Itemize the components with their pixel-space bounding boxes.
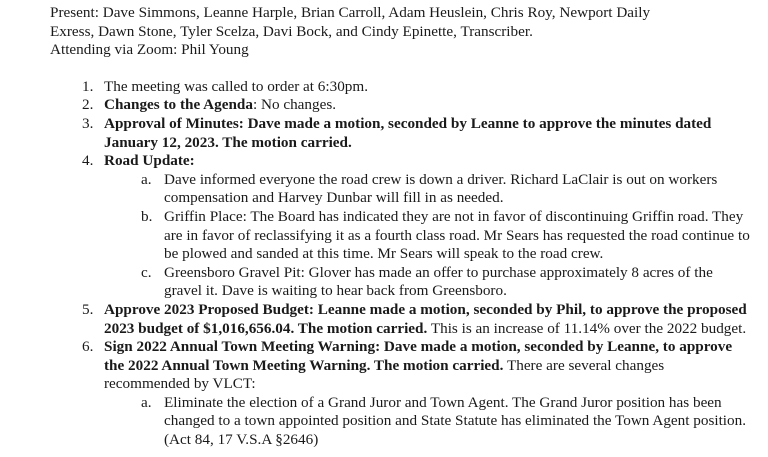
agenda-item-3 bbox=[50, 115, 750, 152]
item-heading: Approve 2023 Proposed Budget: Leanne made a motion, seconded by Phil, to approve the proposed 2023 budget of $1,016,656.04. The motion carried. bbox=[104, 300, 747, 337]
attendance-section bbox=[50, 4, 750, 60]
item-number: 1. bbox=[82, 77, 94, 95]
item-heading: Changes to the Agenda bbox=[104, 96, 253, 114]
spacer bbox=[50, 60, 750, 78]
item-heading: Sign 2022 Annual Town Meeting Warning: Dave made a motion, seconded by Leanne, to approve the 2022 Annual Town Meeting Warning. The motion carried. bbox=[104, 338, 733, 374]
sub-item-letter: a. bbox=[141, 393, 152, 411]
sub-item-text: Dave informed everyone the road crew is down a driver. Richard LaClair is out on workers compensation and Harvey Dunbar will fill in as needed. bbox=[164, 170, 718, 207]
road-update-sublist bbox=[104, 171, 750, 301]
agenda-item-2 bbox=[50, 96, 750, 115]
sub-item-c bbox=[104, 264, 750, 301]
agenda-list bbox=[50, 78, 750, 450]
item-text: There are several changes recommended by VLCT: bbox=[104, 356, 665, 393]
sub-item-letter: c. bbox=[141, 263, 152, 281]
item-text: This is an increase of 11.14% over the 2022 budget. bbox=[427, 319, 747, 337]
item-heading: Road Update: bbox=[104, 152, 195, 170]
item-number: 2. bbox=[82, 96, 94, 114]
sub-item-text: Greensboro Gravel Pit: Glover has made an offer to purchase approximately 8 acres of the gravel it. Dave is waiting to hear back from Greensboro. bbox=[164, 263, 713, 300]
sub-item-text: Eliminate the election of a Grand Juror and Town Agent. The Grand Juror position has been changed to a town appointed position and State Statute has eliminated the Town Agent position. (Act 84, 17 V.S.A §2646) bbox=[164, 393, 747, 449]
item-number: 4. bbox=[82, 152, 94, 170]
item-text: : No changes. bbox=[252, 96, 337, 114]
sub-item-letter: b. bbox=[141, 207, 153, 225]
present-line-2: Exress, Dawn Stone, Tyler Scelza, Davi Bock, and Cindy Epinette, Transcriber. bbox=[50, 22, 533, 40]
item-number: 6. bbox=[82, 338, 94, 356]
document-page bbox=[50, 4, 750, 450]
agenda-item-6 bbox=[50, 338, 750, 450]
agenda-item-4 bbox=[50, 152, 750, 301]
sub-item-a bbox=[104, 171, 750, 208]
present-line-1: Present: Dave Simmons, Leanne Harple, Brian Carroll, Adam Heuslein, Chris Roy, Newport Daily bbox=[50, 4, 651, 21]
item-number: 5. bbox=[82, 300, 94, 318]
agenda-item-1 bbox=[50, 78, 750, 97]
item-heading: Approval of Minutes: Dave made a motion, seconded by Leanne to approve the minutes dated January 12, 2023. The motion carried. bbox=[104, 114, 712, 151]
zoom-attendance: Attending via Zoom: Phil Young bbox=[50, 41, 249, 59]
sub-item-b bbox=[104, 208, 750, 264]
item-text: The meeting was called to order at 6:30pm. bbox=[104, 77, 369, 95]
item-number: 3. bbox=[82, 114, 94, 132]
agenda-item-5 bbox=[50, 301, 750, 338]
sub-item-a bbox=[104, 394, 750, 450]
sub-item-letter: a. bbox=[141, 170, 152, 188]
sub-item-text: Griffin Place: The Board has indicated they are not in favor of discontinuing Griffin road. They are in favor of reclassifying it as a fourth class road. Mr Sears has requested the road continue to be plowed and sanded at this time. Mr Sears will speak to the road crew. bbox=[164, 207, 750, 263]
vlct-changes-sublist bbox=[104, 394, 750, 450]
